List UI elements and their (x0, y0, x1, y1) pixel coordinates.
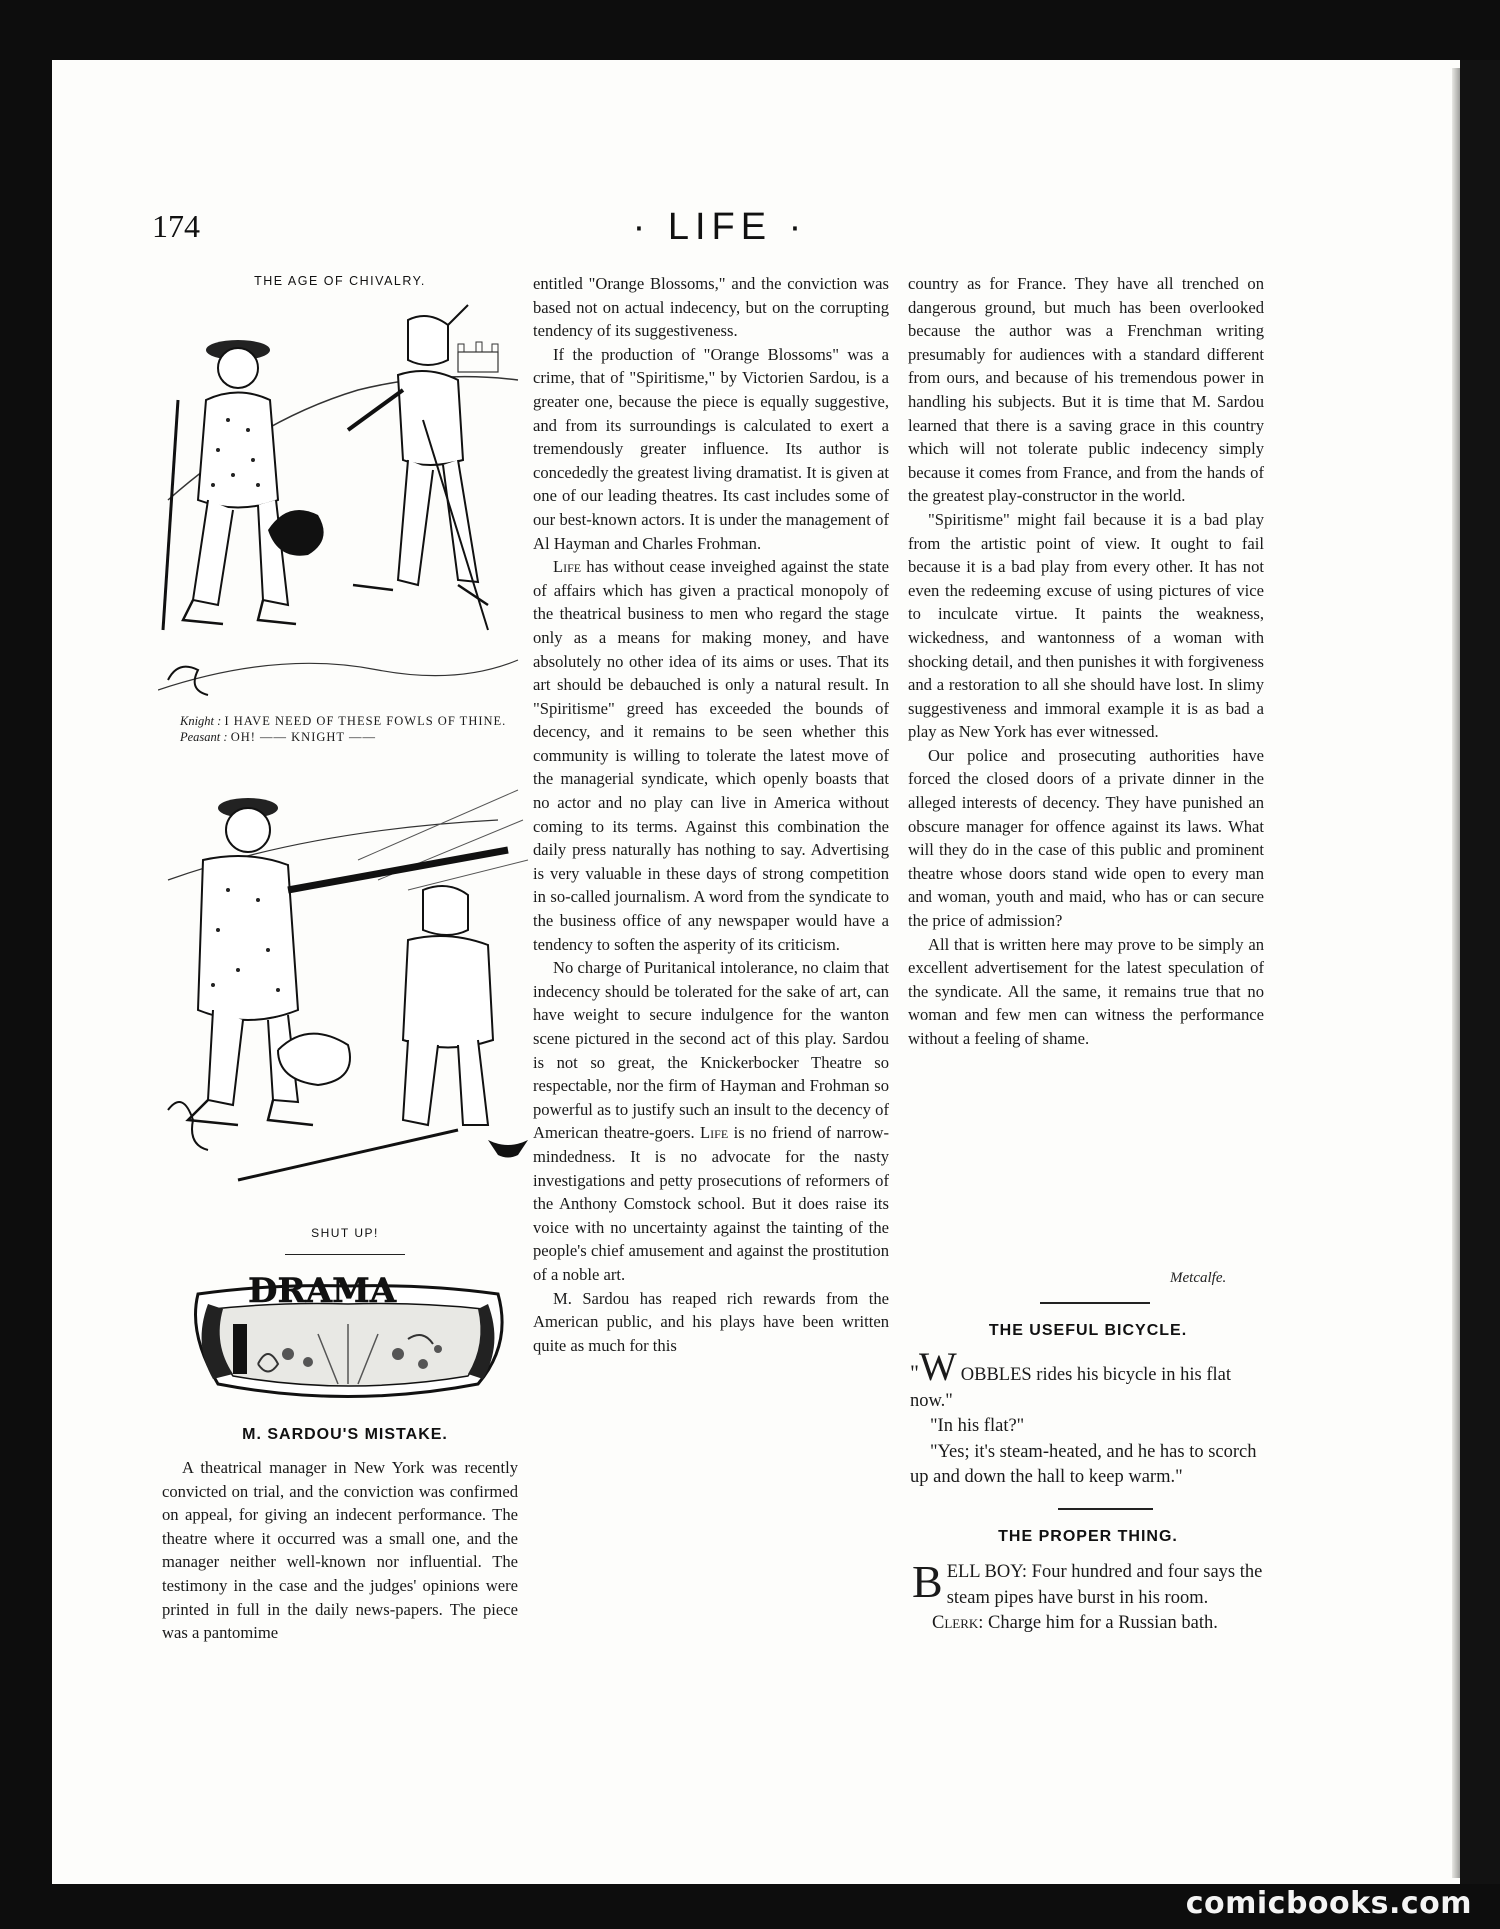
knight-label: Knight : (180, 714, 222, 728)
proper-line-2: Clerk: Charge him for a Russian bath. (932, 1613, 1218, 1633)
peasant-line: OH! —— KNIGHT —— (230, 730, 376, 744)
proper-line-1: BELL BOY: Four hundred and four says the steam pipes have burst in his room. (912, 1556, 1263, 1608)
scan-edge (1460, 60, 1500, 1884)
bicycle-dropcap: W (918, 1344, 957, 1389)
left-column-text (162, 1456, 518, 1645)
peasant-label: Peasant : (180, 730, 228, 744)
mid-para-5: M. Sardou has reaped rich rewards from the American public, and his plays have been written quite as much for this (533, 1288, 889, 1355)
bicycle-title: THE USEFUL BICYCLE. (988, 1322, 1188, 1339)
drama-banner (178, 1264, 522, 1406)
drama-banner-text: DRAMA (248, 1271, 397, 1311)
right-para-4: All that is written here may prove to be simply an excellent advertisement for the latest speculation of the syndicate. All the same, it remains true that no woman and few men can witness the performance without a feeling of shame. (908, 934, 1264, 1048)
chivalry-cartoon-2 (158, 780, 530, 1210)
sardou-para-1: A theatrical manager in New York was recently convicted on trial, and the conviction was confirmed on appeal, for giving an indecent performance. The theatre where it occurred was a small one, and the manager neither well-known nor influential. The testimony in the case and the judges' opinions were printed in full in the daily news-papers. The piece was a pantomime (162, 1458, 518, 1643)
right-para-3: Our police and prosecuting authorities have forced the closed doors of a private dinner in the alleged interests of decency. They have punished an obscure manager for offence against its laws. What will they do in the case of this public and prominent theatre whose doors stand wide open to every man and woman, youth and maid, who has or can secure the price of admission? (908, 745, 1264, 931)
proper-dropcap: B (912, 1556, 943, 1607)
caption-rule (285, 1254, 405, 1255)
divider-rule-2 (1058, 1508, 1153, 1510)
bicycle-line-1: "W OBBLES rides his bicycle in his flat now." (910, 1344, 1232, 1411)
bicycle-story (910, 1344, 1270, 1491)
cartoon-title: THE AGE OF CHIVALRY. (254, 274, 426, 288)
bicycle-line-2: "In his flat?" (930, 1416, 1025, 1436)
right-para-2: "Spiritisme" might fail because it is a bad play from the artistic point of view. It ought to fail because it is a bad play from every other. It has not even the redeeming excuse of using pictures of vice to inculcate virtue. It paints the weakness, wickedness, and wantonness of a woman with shocking detail, and then punishes it with forgiveness and a restoration to all she should have lost. In slimy suggestiveness and immoral example it is as bad a play as New York has ever witnessed. (908, 509, 1264, 742)
site-watermark: comicbooks.com (1185, 1886, 1472, 1921)
page-number: 174 (152, 208, 200, 244)
right-column-text (908, 272, 1264, 1051)
mid-para-1: entitled "Orange Blossoms," and the conviction was based not on actual indecency, but on the corrupting tendency of its suggestiveness. (533, 274, 889, 341)
life-ref-1: Life (553, 557, 582, 577)
mid-para-2: If the production of "Orange Blossoms" was a crime, that of "Spiritisme," by Victorien Sardou, is a greater one, because the piece is equally suggestive, and from its surroundings is calculated to exert a tremendously greater influence. Its author is concededly the greatest living dramatist. It is given at one of our leading theatres. Its cast includes some of our best-known actors. It is under the management of Al Hayman and Charles Frohman. (533, 344, 889, 553)
sardou-article-title: M. SARDOU'S MISTAKE. (242, 1426, 448, 1443)
chivalry-cartoon-1 (158, 300, 520, 720)
mid-para-3: Life has without cease inveighed against the state of affairs which has given a practical monopoly of the theatrical business to men who regard the stage only as a means for making money, and have absolutely no other idea of its aims or uses. That its art should be debauched is only a natural result. In "Spiritisme" greed has exceeded the bounds of decency, and it remains to be seen whether this community is willing to tolerate the latest move of the managerial syndicate, which openly boasts that no actor and no play can live in America without coming to its terms. Against this combination the daily press naturally has nothing to say. Advertising is very valuable in these days of strong competition in so-called journalism. A word from the syndicate to the business office of any newspaper would have a tendency to soften the asperity of its criticism. (533, 557, 889, 954)
middle-column-text (533, 272, 889, 1357)
mid-para-4: No charge of Puritanical intolerance, no claim that indecency should be tolerated for the sake of art, can have weight to secure indulgence for the wanton scene pictured in the second act of this play. Sardou is not so great, the Knickerbocker Theatre so respectable, nor the firm of Hayman and Frohman so powerful as to justify such an insult to the decency of American theatre-goers. Life is no friend of narrow-mindedness. It is no advocate for the nasty investigations and petty prosecutions of reformers of the Anthony Comstock school. But it does raise its voice with no uncertainty against the tainting of the people's chief amusement and against the prostitution of a noble art. (533, 958, 889, 1284)
cartoon2-caption: SHUT UP! (311, 1226, 379, 1240)
cartoon1-dialogue (160, 713, 520, 745)
life-ref-2: Life (700, 1123, 729, 1143)
divider-rule-1 (1040, 1302, 1150, 1304)
clerk-label: Clerk (932, 1613, 979, 1633)
knight-line: I HAVE NEED OF THESE FOWLS OF THINE. (224, 714, 507, 728)
bicycle-line-3: "Yes; it's steam-heated, and he has to scorch up and down the hall to keep warm." (910, 1441, 1257, 1487)
proper-thing-story (912, 1556, 1270, 1637)
right-para-1: country as for France. They have all trenched on dangerous ground, but much has been overlooked because the author was a Frenchman writing presumably for audiences with a standard different from ours, and because of his tremendous power in handling his subjects. But it is time that M. Sardou learned that there is a saving grace in this country which will not tolerate public indecency simply because it comes from France, and from the hands of the greatest play-constructor in the world. (908, 274, 1264, 506)
proper-thing-title: THE PROPER THING. (998, 1528, 1178, 1545)
masthead: · LIFE · (632, 206, 808, 248)
author-signature: Metcalfe. (1170, 1270, 1227, 1286)
